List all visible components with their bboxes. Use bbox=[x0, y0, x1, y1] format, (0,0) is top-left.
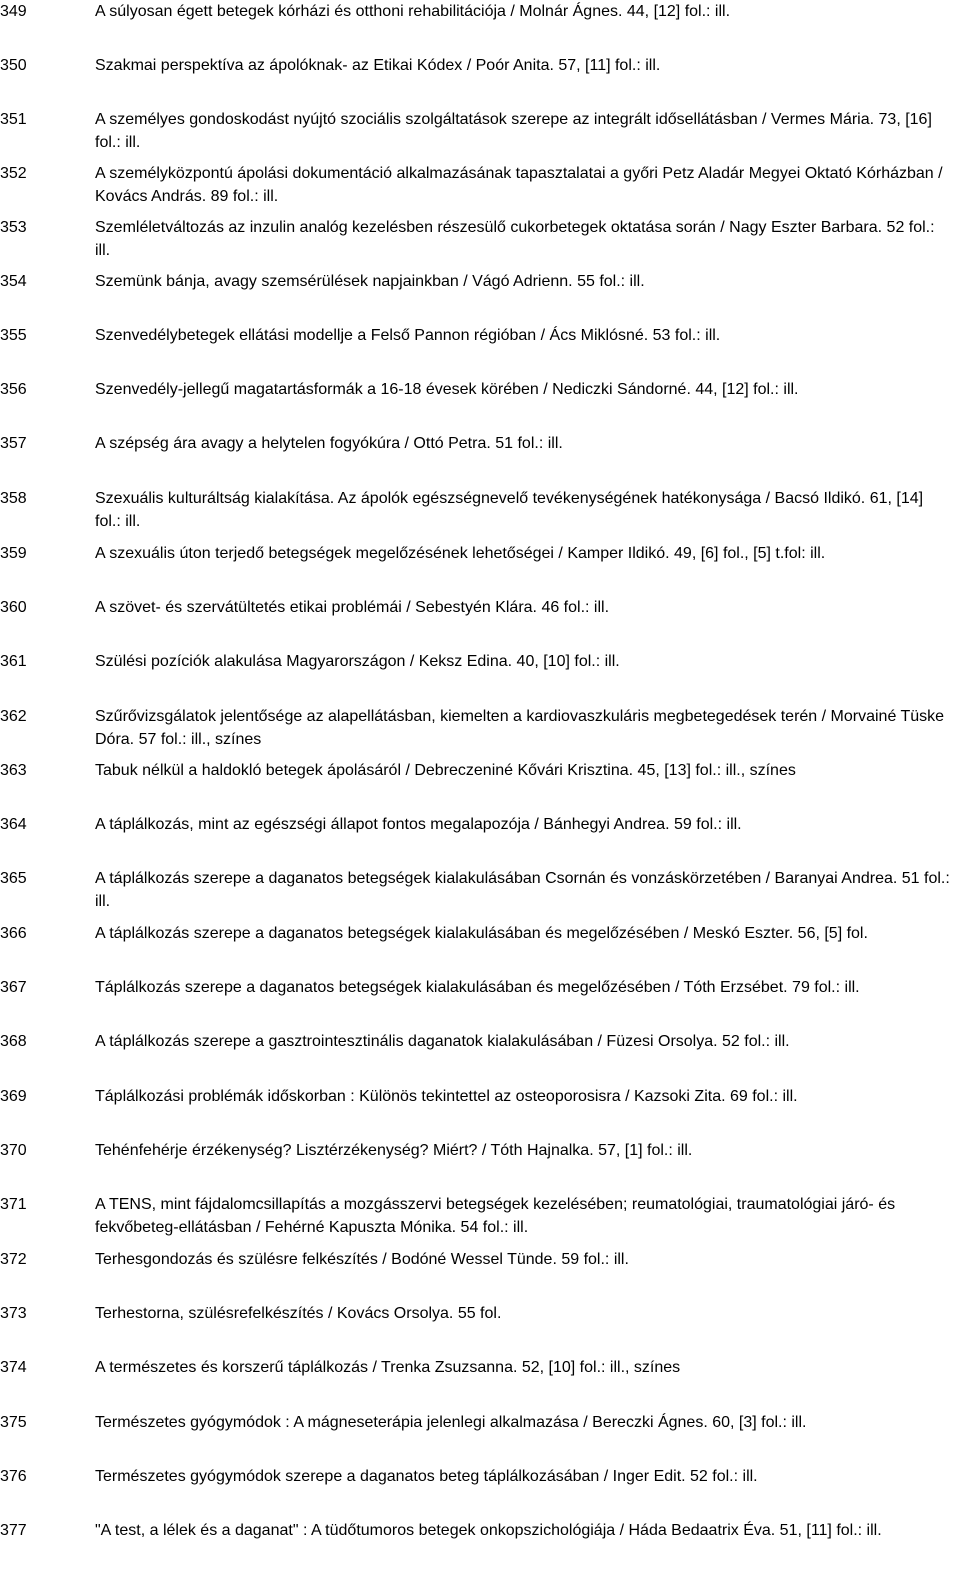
entry-number: 360 bbox=[0, 599, 27, 616]
entry-text: Terhesgondozás és szülésre felkészítés / Bodóné Wessel Tünde. 59 fol.: ill. bbox=[95, 1251, 629, 1268]
entry-number: 357 bbox=[0, 435, 27, 452]
entry-text: A táplálkozás, mint az egészségi állapot fontos megalapozója / Bánhegyi Andrea. 59 fol.: ill. bbox=[95, 816, 742, 833]
entry-text: Természetes gyógymódok szerepe a daganatos beteg táplálkozásában / Inger Edit. 52 fol.: ill. bbox=[95, 1468, 758, 1485]
entry-text: A szépség ára avagy a helytelen fogyókúra / Ottó Petra. 51 fol.: ill. bbox=[95, 435, 563, 452]
entry-number: 362 bbox=[0, 708, 27, 725]
entry-text: A táplálkozás szerepe a daganatos betegségek kialakulásában Csornán és vonzáskörzetében / Baranyai Andrea. 51 fol.: ill. bbox=[95, 870, 950, 910]
entry-number: 350 bbox=[0, 57, 27, 74]
entry-number: 372 bbox=[0, 1251, 27, 1268]
entry-number: 351 bbox=[0, 111, 27, 128]
entry-text: Tehénfehérje érzékenység? Lisztérzékenység? Miért? / Tóth Hajnalka. 57, [1] fol.: ill. bbox=[95, 1142, 693, 1159]
entry-text: A TENS, mint fájdalomcsillapítás a mozgásszervi betegségek kezelésében; reumatológiai, traumatológiai járó- és fekvőbeteg-ellátásban / Fehérné Kapuszta Mónika. 54 fol.: ill. bbox=[95, 1196, 896, 1236]
entry-text: Szakmai perspektíva az ápolóknak- az Etikai Kódex / Poór Anita. 57, [11] fol.: ill. bbox=[95, 57, 661, 74]
entry-text: A táplálkozás szerepe a daganatos betegségek kialakulásában és megelőzésében / Meskó Eszter. 56, [5] fol. bbox=[95, 925, 868, 942]
entry-number: 368 bbox=[0, 1033, 27, 1050]
entry-text: Szemléletváltozás az inzulin analóg kezelésben részesülő cukorbetegek oktatása során / Nagy Eszter Barbara. 52 fol.: ill. bbox=[95, 219, 935, 259]
entry-number: 355 bbox=[0, 327, 27, 344]
entry-number: 352 bbox=[0, 165, 27, 182]
entry-number: 363 bbox=[0, 762, 27, 779]
entry-number: 359 bbox=[0, 545, 27, 562]
entry-text: A súlyosan égett betegek kórházi és otthoni rehabilitációja / Molnár Ágnes. 44, [12] fol.: ill. bbox=[95, 3, 731, 20]
entry-text: A táplálkozás szerepe a gasztrointesztinális daganatok kialakulásában / Füzesi Orsolya. 52 fol.: ill. bbox=[95, 1033, 790, 1050]
entry-number: 358 bbox=[0, 490, 27, 507]
entry-text: Terhestorna, szülésrefelkészítés / Kovács Orsolya. 55 fol. bbox=[95, 1305, 502, 1322]
entry-number: 361 bbox=[0, 653, 27, 670]
entry-text: Szenvedély-jellegű magatartásformák a 16-18 évesek körében / Nediczki Sándorné. 44, [12] fol.: ill. bbox=[95, 381, 799, 398]
entry-text: Táplálkozási problémák időskorban : Különös tekintettel az osteoporosisra / Kazsoki Zita. 69 fol.: ill. bbox=[95, 1088, 798, 1105]
entry-number: 365 bbox=[0, 870, 27, 887]
entry-text: A természetes és korszerű táplálkozás / Trenka Zsuzsanna. 52, [10] fol.: ill., színes bbox=[95, 1359, 681, 1376]
entry-number: 367 bbox=[0, 979, 27, 996]
entry-number: 356 bbox=[0, 381, 27, 398]
entry-number: 366 bbox=[0, 925, 27, 942]
entry-text: A szexuális úton terjedő betegségek megelőzésének lehetőségei / Kamper Ildikó. 49, [6] fol., [5] t.fol: ill. bbox=[95, 545, 826, 562]
entry-text: A személyes gondoskodást nyújtó szociális szolgáltatások szerepe az integrált idősellátásban / Vermes Mária. 73, [16] fol.: ill. bbox=[95, 111, 932, 151]
entry-text: "A test, a lélek és a daganat" : A tüdőtumoros betegek onkopszichológiája / Háda Bedaatrix Éva. 51, [11] fol.: ill. bbox=[95, 1522, 882, 1539]
entry-text: Táplálkozás szerepe a daganatos betegségek kialakulásában és megelőzésében / Tóth Erzsébet. 79 fol.: ill. bbox=[95, 979, 860, 996]
entry-number: 369 bbox=[0, 1088, 27, 1105]
entry-number: 375 bbox=[0, 1414, 27, 1431]
entry-number: 353 bbox=[0, 219, 27, 236]
entry-text: A szövet- és szervátültetés etikai problémái / Sebestyén Klára. 46 fol.: ill. bbox=[95, 599, 610, 616]
entry-number: 354 bbox=[0, 273, 27, 290]
entry-number: 371 bbox=[0, 1196, 27, 1213]
entry-number: 364 bbox=[0, 816, 27, 833]
entry-number: 370 bbox=[0, 1142, 27, 1159]
entry-text: A személyközpontú ápolási dokumentáció alkalmazásának tapasztalatai a győri Petz Aladár Megyei Oktató Kórházban / Kovács András. 89 fol.: ill. bbox=[95, 165, 943, 205]
entry-text: Szülési pozíciók alakulása Magyarországon / Keksz Edina. 40, [10] fol.: ill. bbox=[95, 653, 620, 670]
entry-number: 373 bbox=[0, 1305, 27, 1322]
entry-text: Tabuk nélkül a haldokló betegek ápolásáról / Debreczeniné Kővári Krisztina. 45, [13] fol.: ill., színes bbox=[95, 762, 796, 779]
entry-number: 376 bbox=[0, 1468, 27, 1485]
entry-text: Szenvedélybetegek ellátási modellje a Felső Pannon régióban / Ács Miklósné. 53 fol.: ill. bbox=[95, 327, 721, 344]
entry-number: 377 bbox=[0, 1522, 27, 1539]
entry-number: 374 bbox=[0, 1359, 27, 1376]
entry-text: Szemünk bánja, avagy szemsérülések napjainkban / Vágó Adrienn. 55 fol.: ill. bbox=[95, 273, 645, 290]
entry-text: Szexuális kulturáltság kialakítása. Az ápolók egészségnevelő tevékenységének hatékonysága / Bacsó Ildikó. 61, [14] fol.: ill. bbox=[95, 490, 924, 530]
entry-number: 349 bbox=[0, 3, 27, 20]
entry-text: Természetes gyógymódok : A mágneseterápia jelenlegi alkalmazása / Bereczki Ágnes. 60, [3] fol.: ill. bbox=[95, 1414, 807, 1431]
entry-text: Szűrővizsgálatok jelentősége az alapellátásban, kiemelten a kardiovaszkuláris megbetegedések terén / Morvainé Tüske Dóra. 57 fol.: ill., színes bbox=[95, 708, 945, 748]
